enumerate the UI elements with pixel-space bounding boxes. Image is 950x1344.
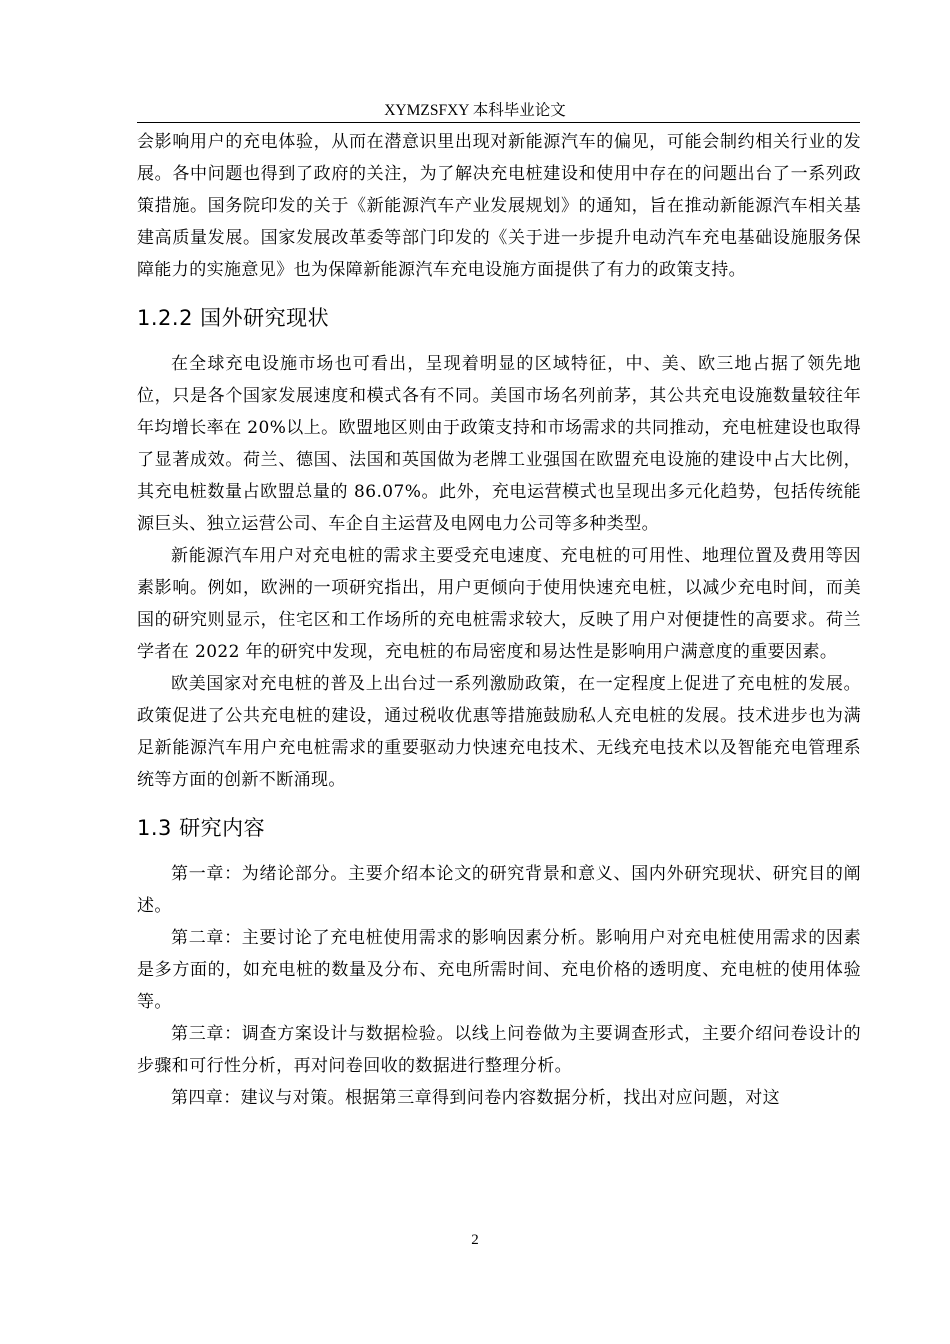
paragraph-continuation: 会影响用户的充电体验，从而在潜意识里出现对新能源汽车的偏见，可能会制约相关行业的发展。各中问题也得到了政府的关注，为了解决充电桩建设和使用中存在的问题出台了一系列政策措施。国务院印发的关于《新能源汽车产业发展规划》的通知，旨在推动新能源汽车相关基建高质量发展。国家发展改革委等部门印发的《关于进一步提升电动汽车充电基础设施服务保障能力的实施意见》也为保障新能源汽车充电设施方面提供了有力的政策支持。 [137,132,861,280]
paragraph-chapter-1: 第一章：为绪论部分。主要介绍本论文的研究背景和意义、国内外研究现状、研究目的阐述。 [137,864,861,916]
section-heading-1-2-2: 1.2.2 国外研究现状 [137,306,330,330]
header-divider [137,122,860,123]
paragraph-user-demand: 新能源汽车用户对充电桩的需求主要受充电速度、充电桩的可用性、地理位置及费用等因素影响。例如，欧洲的一项研究指出，用户更倾向于使用快速充电桩，以减少充电时间，而美国的研究则显示，住宅区和工作场所的充电桩需求较大，反映了用户对便捷性的高要求。荷兰学者在 2022 年的研究中发现，充电桩的布局密度和易达性是影响用户满意度的重要因素。 [137,546,861,662]
paragraph-global-market: 在全球充电设施市场也可看出，呈现着明显的区域特征，中、美、欧三地占据了领先地位，只是各个国家发展速度和模式各有不同。美国市场名列前茅，其公共充电设施数量较往年年均增长率在 20%以上。欧盟地区则由于政策支持和市场需求的共同推动，充电桩建设也取得了显著成效。荷兰、德国、法国和英国做为老牌工业强国在欧盟充电设施的建设中占大比例，其充电桩数量占欧盟总量的 86.07%。此外，充电运营模式也呈现出多元化趋势，包括传统能源巨头、独立运营公司、车企自主运营及电网电力公司等多种类型。 [137,354,861,534]
paragraph-chapter-2: 第二章：主要讨论了充电桩使用需求的影响因素分析。影响用户对充电桩使用需求的因素是多方面的，如充电桩的数量及分布、充电所需时间、充电价格的透明度、充电桩的使用体验等。 [137,928,861,1012]
section-heading-1-3: 1.3 研究内容 [137,816,266,840]
paragraph-chapter-3: 第三章：调查方案设计与数据检验。以线上问卷做为主要调查形式，主要介绍问卷设计的步骤和可行性分析，再对问卷回收的数据进行整理分析。 [137,1024,861,1076]
page-number: 2 [471,1232,479,1248]
paragraph-policy: 欧美国家对充电桩的普及上出台过一系列激励政策，在一定程度上促进了充电桩的发展。政策促进了公共充电桩的建设，通过税收优惠等措施鼓励私人充电桩的发展。技术进步也为满足新能源汽车用户充电桩需求的重要驱动力快速充电技术、无线充电技术以及智能充电管理系统等方面的创新不断涌现。 [137,674,861,790]
document-body [137,126,861,1114]
running-header: XYMZSFXY 本科毕业论文 [384,102,566,119]
paragraph-chapter-4: 第四章：建议与对策。根据第三章得到问卷内容数据分析，找出对应问题，对这 [171,1088,780,1108]
